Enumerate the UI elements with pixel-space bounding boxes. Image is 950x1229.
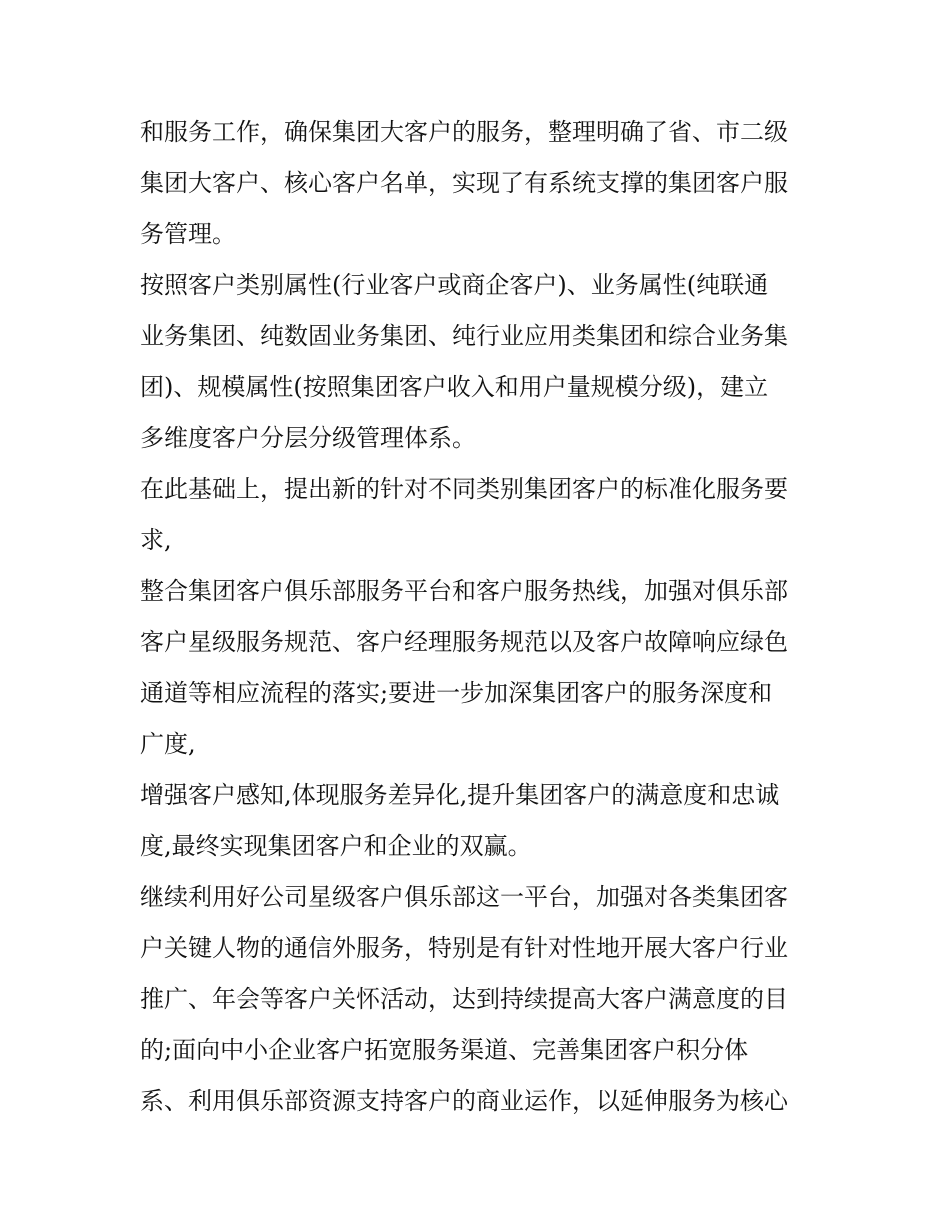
text-line: 集团大客户、核心客户名单，实现了有系统支撑的集团客户服 [140,169,788,197]
text-line: 广度, [140,730,196,758]
text-line: 通道等相应流程的落实;要进一步加深集团客户的服务深度和 [140,679,773,707]
text-line: 和服务工作，确保集团大客户的服务，整理明确了省、市二级 [140,118,788,146]
text-line: 求, [140,526,172,554]
text-line: 整合集团客户俱乐部服务平台和客户服务热线，加强对俱乐部 [140,577,788,605]
body-text [140,107,820,1127]
text-line: 业务集团、纯数固业务集团、纯行业应用类集团和综合业务集 [140,322,788,350]
text-line: 多维度客户分层分级管理体系。 [140,424,476,452]
text-line: 户关键人物的通信外服务，特别是有针对性地开展大客户行业 [140,934,788,962]
text-line: 系、利用俱乐部资源支持客户的商业运作，以延伸服务为核心 [140,1087,788,1115]
text-line: 的;面向中小企业客户拓宽服务渠道、完善集团客户积分体 [140,1036,749,1064]
text-line: 推广、年会等客户关怀活动，达到持续提高大客户满意度的目 [140,985,788,1013]
text-line: 按照客户类别属性(行业客户或商企客户)、业务属性(纯联通 [140,271,769,299]
text-line: 增强客户感知,体现服务差异化,提升集团客户的满意度和忠诚 [140,781,780,809]
text-line: 务管理。 [140,220,236,248]
text-line: 团)、规模属性(按照集团客户收入和用户量规模分级)，建立 [140,373,769,401]
text-line: 继续利用好公司星级客户俱乐部这一平台，加强对各类集团客 [140,883,788,911]
text-line: 度,最终实现集团客户和企业的双赢。 [140,832,532,860]
text-line: 在此基础上，提出新的针对不同类别集团客户的标准化服务要 [140,475,788,503]
text-line: 客户星级服务规范、客户经理服务规范以及客户故障响应绿色 [140,628,788,656]
